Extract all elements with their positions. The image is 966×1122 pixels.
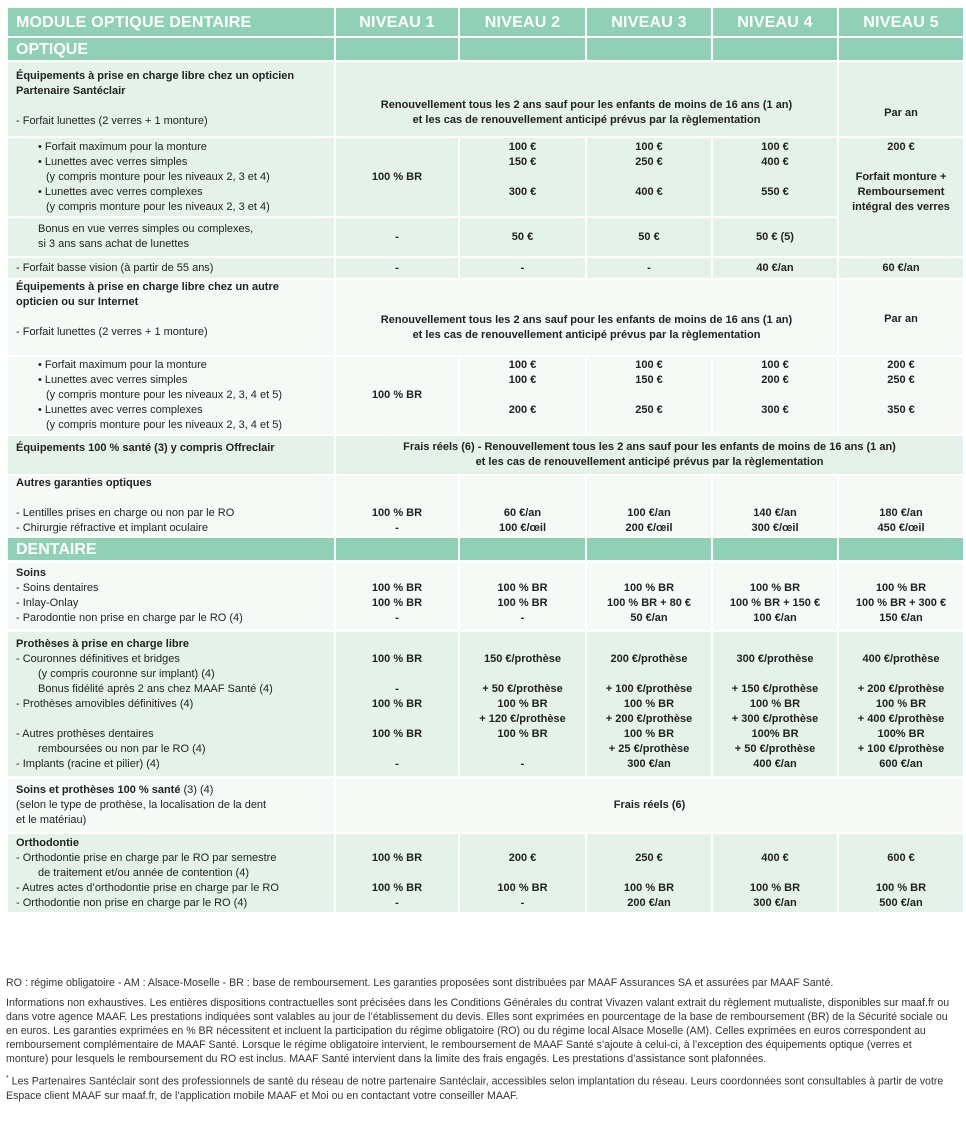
level-1-cell: 100 % BR 100 % BR - xyxy=(335,833,459,913)
renewal-text: Renouvellement tous les 2 ans sauf pour les enfants de moins de 16 ans (1 an) et les cas de renouvellement anticipé prévus par la règlementation xyxy=(335,279,838,356)
table-row xyxy=(7,777,964,833)
level-3-header: NIVEAU 3 xyxy=(586,7,712,37)
level-3-cell: 100 € 250 € 400 € xyxy=(586,137,712,217)
row-label: Équipements 100 % santé (3) y compris Offreclair xyxy=(7,435,335,475)
level-2-cell: 200 € 100 % BR - xyxy=(459,833,586,913)
level-4-header: NIVEAU 4 xyxy=(712,7,838,37)
level-5-cell: 100 % BR 100 % BR + 300 € 150 €/an xyxy=(838,561,964,631)
row-label: Équipements à prise en charge libre chez un autre opticien ou sur Internet - Forfait lunettes (2 verres + 1 monture) xyxy=(7,279,335,356)
level-2-cell: 150 €/prothèse + 50 €/prothèse 100 % BR + 120 €/prothèse 100 % BR - xyxy=(459,631,586,777)
level-4-cell: 100 € 400 € 550 € xyxy=(712,137,838,217)
level-1-cell: 100 % BR 100 % BR - xyxy=(335,561,459,631)
row-label: Équipements à prise en charge libre chez un opticien Partenaire Santéclair - Forfait lunettes (2 verres + 1 monture) xyxy=(7,61,335,137)
level-3-cell: 100 % BR 100 % BR + 80 € 50 €/an xyxy=(586,561,712,631)
table-row xyxy=(7,217,964,257)
level-3-cell: 200 €/prothèse + 100 €/prothèse 100 % BR + 200 €/prothèse 100 % BR + 25 €/prothèse 300 €/an xyxy=(586,631,712,777)
level-5-cell: 600 € 100 % BR 500 €/an xyxy=(838,833,964,913)
table-row xyxy=(7,137,964,217)
level-4-cell: 100 € 200 € 300 € xyxy=(712,356,838,435)
level-1-cell: 100 % BR - xyxy=(335,475,459,537)
level-4-cell: 300 €/prothèse + 150 €/prothèse 100 % BR + 300 €/prothèse 100% BR + 50 €/prothèse 400 €/an xyxy=(712,631,838,777)
level-2-cell: 100 % BR 100 % BR - xyxy=(459,561,586,631)
level-2-cell: 100 € 150 € 300 € xyxy=(459,137,586,217)
renewal-text: Renouvellement tous les 2 ans sauf pour les enfants de moins de 16 ans (1 an) et les cas de renouvellement anticipé prévus par la règlementation xyxy=(335,61,838,137)
level-1-cell: - xyxy=(335,257,459,279)
level-3-cell: 100 € 150 € 250 € xyxy=(586,356,712,435)
level-4-cell: 140 €/an 300 €/œil xyxy=(712,475,838,537)
row-label: Orthodontie - Orthodontie prise en charge par le RO par semestre de traitement et/ou année de contention (4) - Autres actes d’orthodontie prise en charge par le RO - Orthodontie non prise en charge par le RO (4) xyxy=(7,833,335,913)
table-row xyxy=(7,61,964,137)
table-row xyxy=(7,631,964,777)
level-1-header: NIVEAU 1 xyxy=(335,7,459,37)
sante100-dentaire-text: Frais réels (6) xyxy=(335,777,964,833)
level-5-cell: Par an xyxy=(838,61,964,137)
row-label: Bonus en vue verres simples ou complexes, si 3 ans sans achat de lunettes xyxy=(7,217,335,257)
level-5-cell: 180 €/an 450 €/œil xyxy=(838,475,964,537)
level-1-cell: - xyxy=(335,217,459,257)
row-label: • Forfait maximum pour la monture • Lunettes avec verres simples (y compris monture pour les niveaux 2, 3, 4 et 5) • Lunettes avec verres complexes (y compris monture pour les niveaux 2, 3, 4 et 5) xyxy=(7,356,335,435)
sante100-optique-text: Frais réels (6) - Renouvellement tous les 2 ans sauf pour les enfants de moins de 16 ans (1 an) et les cas de renouvellement anticipé prévus par la règlementation xyxy=(335,435,964,475)
level-4-cell: 400 € 100 % BR 300 €/an xyxy=(712,833,838,913)
section-dentaire xyxy=(7,537,964,561)
level-2-cell: 60 €/an 100 €/œil xyxy=(459,475,586,537)
module-title: MODULE OPTIQUE DENTAIRE xyxy=(7,7,335,37)
level-1-cell: 100 % BR xyxy=(335,137,459,217)
level-5-cell: 200 € Forfait monture + Remboursement intégral des verres xyxy=(838,137,964,257)
level-4-cell: 50 € (5) xyxy=(712,217,838,257)
level-3-cell: 50 € xyxy=(586,217,712,257)
table-row xyxy=(7,435,964,475)
level-3-cell: 250 € 100 % BR 200 €/an xyxy=(586,833,712,913)
level-3-cell: - xyxy=(586,257,712,279)
level-5-cell: 400 €/prothèse + 200 €/prothèse 100 % BR + 400 €/prothèse 100% BR + 100 €/prothèse 600 €/an xyxy=(838,631,964,777)
table-row xyxy=(7,279,964,356)
table-row xyxy=(7,475,964,537)
level-1-cell: 100 % BR xyxy=(335,356,459,435)
footnote-information: Informations non exhaustives. Les entières dispositions contractuelles sont précisées dans les Conditions Générales du contrat Vivazen valant extrait du règlement mutualiste, disponibles sur maaf.fr ou dans votre agence MAAF. Les prestations indiquées sont valables au jour de l’établissement du devis. Elles sont exprimées en pourcentage de la base de remboursement (BR) de la Sécurité sociale ou en euros. Les garanties exprimées en % BR nécessitent et incluent la participation du régime obligatoire (RO) ou du régime local Alsace Moselle (AM). Celles exprimées en euros correspondent au remboursement complémentaire de MAAF Santé. Lorsque le régime obligatoire intervient, le remboursement de MAAF Santé s’ajoute à celui-ci, à l’exception des équipements optique (verres et monture) pour lesquels le remboursement du RO est inclus. MAAF Santé intervient dans la limite des frais engagés. Les prestations d’assistance sont plafonnées. xyxy=(6,997,950,1065)
level-5-cell: 200 € 250 € 350 € xyxy=(838,356,964,435)
level-2-cell: 50 € xyxy=(459,217,586,257)
table-row xyxy=(7,833,964,913)
table-header-row xyxy=(7,7,964,37)
level-5-cell: Par an xyxy=(838,279,964,356)
row-label: Autres garanties optiques - Lentilles prises en charge ou non par le RO - Chirurgie réfractive et implant oculaire xyxy=(7,475,335,537)
footnote-santeclair: * Les Partenaires Santéclair sont des professionnels de santé du réseau de notre partenaire Santéclair, accessibles selon implantation du réseau. Leurs coordonnées sont consultables à partir de votre Espace client MAAF sur maaf.fr, de l’application mobile MAAF et Moi ou en contactant votre conseiller MAAF. xyxy=(6,1075,944,1102)
footnote-abbreviations: RO : régime obligatoire - AM : Alsace-Moselle - BR : base de remboursement. Les garanties proposées sont distribuées par MAAF Assurances SA et assurées par MAAF Santé. xyxy=(6,977,834,989)
section-optique xyxy=(7,37,964,61)
level-3-cell: 100 €/an 200 €/œil xyxy=(586,475,712,537)
footnotes xyxy=(6,976,956,1109)
level-1-cell: 100 % BR - 100 % BR 100 % BR - xyxy=(335,631,459,777)
level-5-header: NIVEAU 5 xyxy=(838,7,964,37)
level-2-cell: 100 € 100 € 200 € xyxy=(459,356,586,435)
level-4-cell: 100 % BR 100 % BR + 150 € 100 €/an xyxy=(712,561,838,631)
table-row xyxy=(7,257,964,279)
row-label: Soins et prothèses 100 % santé (3) (4) (selon le type de prothèse, la localisation de la dent et le matériau) xyxy=(7,777,335,833)
level-4-cell: 40 €/an xyxy=(712,257,838,279)
table-row xyxy=(7,356,964,435)
row-label: Prothèses à prise en charge libre - Couronnes définitives et bridges (y compris couronne sur implant) (4) Bonus fidélité après 2 ans chez MAAF Santé (4) - Prothèses amovibles définitives (4) - Autres prothèses dentaires remboursées ou non par le RO (4) - Implants (racine et pilier) (4) xyxy=(7,631,335,777)
row-label: Soins - Soins dentaires - Inlay-Onlay - Parodontie non prise en charge par le RO (4) xyxy=(7,561,335,631)
section-title-dentaire: DENTAIRE xyxy=(7,537,335,561)
level-2-cell: - xyxy=(459,257,586,279)
section-title-optique: OPTIQUE xyxy=(7,37,335,61)
table-row xyxy=(7,561,964,631)
row-label: - Forfait basse vision (à partir de 55 ans) xyxy=(7,257,335,279)
level-5-cell: 60 €/an xyxy=(838,257,964,279)
level-2-header: NIVEAU 2 xyxy=(459,7,586,37)
guarantee-table xyxy=(6,6,965,914)
row-label: • Forfait maximum pour la monture • Lunettes avec verres simples (y compris monture pour les niveaux 2, 3 et 4) • Lunettes avec verres complexes (y compris monture pour les niveaux 2, 3 et 4) xyxy=(7,137,335,217)
